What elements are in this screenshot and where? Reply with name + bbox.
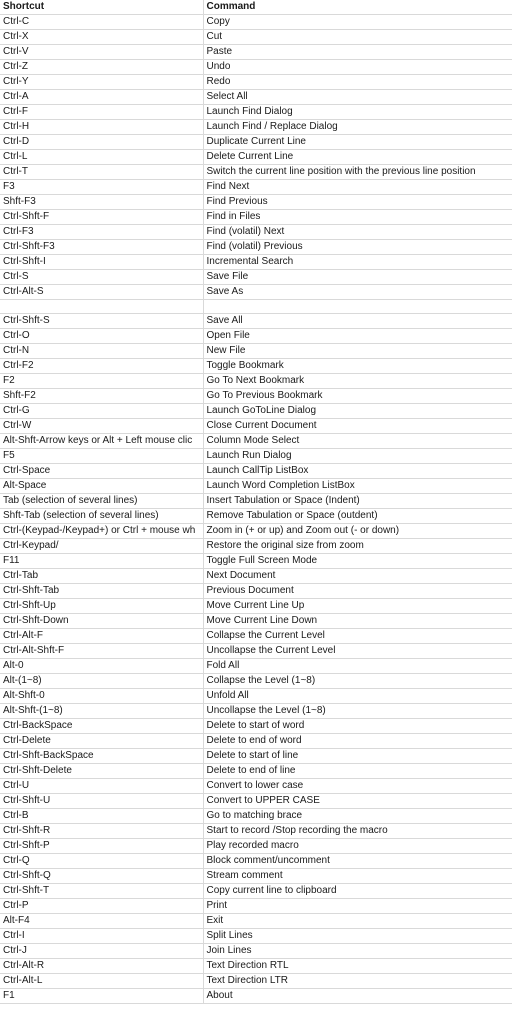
shortcut-cell: Ctrl-Shft-F (0, 210, 203, 225)
shortcut-cell: Shft-F2 (0, 389, 203, 404)
table-row (0, 509, 512, 524)
shortcut-cell: Ctrl-J (0, 944, 203, 959)
shortcut-cell: Ctrl-Space (0, 464, 203, 479)
shortcut-cell: Alt-0 (0, 659, 203, 674)
command-cell: Delete to end of line (203, 764, 512, 779)
table-row (0, 479, 512, 494)
table-row (0, 389, 512, 404)
table-body (0, 15, 512, 1004)
shortcut-cell: F1 (0, 989, 203, 1004)
command-cell: Open File (203, 329, 512, 344)
table-row (0, 944, 512, 959)
shortcut-cell: Shft-F3 (0, 195, 203, 210)
command-cell: Undo (203, 60, 512, 75)
command-cell: Go to matching brace (203, 809, 512, 824)
shortcut-cell: Ctrl-Alt-F (0, 629, 203, 644)
command-cell: Save As (203, 285, 512, 300)
table-row (0, 300, 512, 314)
table-row (0, 749, 512, 764)
table-row (0, 824, 512, 839)
command-cell: Convert to lower case (203, 779, 512, 794)
shortcut-cell: Ctrl-H (0, 120, 203, 135)
shortcut-cell: Ctrl-Shft-Tab (0, 584, 203, 599)
command-cell: Launch Find / Replace Dialog (203, 120, 512, 135)
shortcut-cell: Ctrl-I (0, 929, 203, 944)
table-row (0, 659, 512, 674)
command-cell: Launch CallTip ListBox (203, 464, 512, 479)
command-cell: Find Next (203, 180, 512, 195)
table-header-row (0, 0, 512, 15)
command-cell: Toggle Full Screen Mode (203, 554, 512, 569)
command-cell: Duplicate Current Line (203, 135, 512, 150)
table-row (0, 180, 512, 195)
header-shortcut: Shortcut (0, 0, 203, 15)
command-cell: Unfold All (203, 689, 512, 704)
command-cell: Insert Tabulation or Space (Indent) (203, 494, 512, 509)
table-row (0, 314, 512, 329)
table-row (0, 255, 512, 270)
table-row (0, 734, 512, 749)
shortcut-cell: Ctrl-W (0, 419, 203, 434)
command-cell: Join Lines (203, 944, 512, 959)
shortcut-cell: Alt-Space (0, 479, 203, 494)
shortcut-cell: Ctrl-Y (0, 75, 203, 90)
command-cell: Convert to UPPER CASE (203, 794, 512, 809)
command-cell: Delete to start of word (203, 719, 512, 734)
shortcut-cell: Tab (selection of several lines) (0, 494, 203, 509)
command-cell: Launch Run Dialog (203, 449, 512, 464)
command-cell: Start to record /Stop recording the macro (203, 824, 512, 839)
command-cell: Fold All (203, 659, 512, 674)
table-row (0, 434, 512, 449)
shortcut-cell: Alt-F4 (0, 914, 203, 929)
command-cell: Redo (203, 75, 512, 90)
shortcut-cell: Ctrl-V (0, 45, 203, 60)
shortcut-cell: Ctrl-Delete (0, 734, 203, 749)
command-cell: Remove Tabulation or Space (outdent) (203, 509, 512, 524)
shortcut-cell: Ctrl-S (0, 270, 203, 285)
table-row (0, 539, 512, 554)
command-cell: New File (203, 344, 512, 359)
command-cell: Block comment/uncomment (203, 854, 512, 869)
shortcut-cell: Ctrl-Alt-R (0, 959, 203, 974)
table-row (0, 135, 512, 150)
command-cell: Launch GoToLine Dialog (203, 404, 512, 419)
table-row (0, 809, 512, 824)
shortcut-cell: Ctrl-Shft-Up (0, 599, 203, 614)
shortcut-cell: Ctrl-Shft-U (0, 794, 203, 809)
shortcut-cell: Alt-Shft-0 (0, 689, 203, 704)
shortcut-cell: Ctrl-F3 (0, 225, 203, 240)
shortcut-cell: Ctrl-Z (0, 60, 203, 75)
command-cell: Paste (203, 45, 512, 60)
table-row (0, 150, 512, 165)
command-cell: Launch Find Dialog (203, 105, 512, 120)
table-row (0, 449, 512, 464)
shortcut-cell: Ctrl-U (0, 779, 203, 794)
command-cell: Print (203, 899, 512, 914)
shortcut-cell: Ctrl-P (0, 899, 203, 914)
shortcut-cell: Ctrl-BackSpace (0, 719, 203, 734)
table-row (0, 614, 512, 629)
shortcut-cell: Ctrl-Tab (0, 569, 203, 584)
shortcut-cell: F5 (0, 449, 203, 464)
table-row (0, 599, 512, 614)
command-cell: Delete to end of word (203, 734, 512, 749)
table-row (0, 959, 512, 974)
table-row (0, 989, 512, 1004)
shortcut-cell: Ctrl-Shft-T (0, 884, 203, 899)
shortcut-cell: Ctrl-Shft-BackSpace (0, 749, 203, 764)
command-cell: Exit (203, 914, 512, 929)
table-row (0, 75, 512, 90)
table-row (0, 359, 512, 374)
table-row (0, 90, 512, 105)
table-row (0, 404, 512, 419)
command-cell: Text Direction RTL (203, 959, 512, 974)
command-cell: Restore the original size from zoom (203, 539, 512, 554)
table-row (0, 210, 512, 225)
table-row (0, 60, 512, 75)
table-row (0, 15, 512, 30)
command-cell: Split Lines (203, 929, 512, 944)
table-row (0, 644, 512, 659)
shortcut-cell: Ctrl-Shft-R (0, 824, 203, 839)
table-row (0, 674, 512, 689)
command-cell: Uncollapse the Level (1~8) (203, 704, 512, 719)
table-row (0, 779, 512, 794)
shortcut-cell: Ctrl-(Keypad-/Keypad+) or Ctrl + mouse wh (0, 524, 203, 539)
command-cell: Find Previous (203, 195, 512, 210)
table-row (0, 494, 512, 509)
shortcut-cell: Ctrl-Alt-L (0, 974, 203, 989)
command-cell: Previous Document (203, 584, 512, 599)
shortcut-cell: Ctrl-Alt-S (0, 285, 203, 300)
shortcut-cell: Ctrl-L (0, 150, 203, 165)
command-cell: Close Current Document (203, 419, 512, 434)
command-cell: Find (volatil) Next (203, 225, 512, 240)
command-cell: Text Direction LTR (203, 974, 512, 989)
table-row (0, 854, 512, 869)
table-row (0, 704, 512, 719)
shortcut-cell: Ctrl-B (0, 809, 203, 824)
table-row (0, 764, 512, 779)
command-cell: Next Document (203, 569, 512, 584)
command-cell: Column Mode Select (203, 434, 512, 449)
command-cell: Move Current Line Down (203, 614, 512, 629)
table-row (0, 839, 512, 854)
table-row (0, 719, 512, 734)
table-row (0, 285, 512, 300)
shortcut-cell: Ctrl-Shft-I (0, 255, 203, 270)
command-cell: Delete to start of line (203, 749, 512, 764)
command-cell: Save File (203, 270, 512, 285)
shortcut-cell: Ctrl-D (0, 135, 203, 150)
shortcut-cell: Ctrl-Shft-F3 (0, 240, 203, 255)
command-cell: Go To Next Bookmark (203, 374, 512, 389)
table-row (0, 914, 512, 929)
command-cell: About (203, 989, 512, 1004)
command-cell: Save All (203, 314, 512, 329)
table-row (0, 899, 512, 914)
shortcut-cell: Ctrl-Q (0, 854, 203, 869)
table-row (0, 344, 512, 359)
shortcut-cell: Alt-(1~8) (0, 674, 203, 689)
shortcut-cell: F2 (0, 374, 203, 389)
table-row (0, 929, 512, 944)
command-cell: Move Current Line Up (203, 599, 512, 614)
command-cell: Cut (203, 30, 512, 45)
shortcut-cell: Ctrl-F (0, 105, 203, 120)
shortcut-cell: Ctrl-Alt-Shft-F (0, 644, 203, 659)
command-cell: Copy current line to clipboard (203, 884, 512, 899)
command-cell: Copy (203, 15, 512, 30)
shortcut-cell: Ctrl-X (0, 30, 203, 45)
table-row (0, 524, 512, 539)
shortcut-cell: Ctrl-Shft-Q (0, 869, 203, 884)
command-cell: Find in Files (203, 210, 512, 225)
table-row (0, 689, 512, 704)
shortcut-cell: Ctrl-N (0, 344, 203, 359)
shortcut-cell: Ctrl-A (0, 90, 203, 105)
table-row (0, 240, 512, 255)
command-cell: Incremental Search (203, 255, 512, 270)
shortcut-cell: Shft-Tab (selection of several lines) (0, 509, 203, 524)
table-row (0, 794, 512, 809)
shortcut-cell: Ctrl-O (0, 329, 203, 344)
command-cell: Go To Previous Bookmark (203, 389, 512, 404)
shortcut-cell: Ctrl-Shft-Delete (0, 764, 203, 779)
shortcut-cell: Ctrl-Shft-Down (0, 614, 203, 629)
command-cell: Switch the current line position with the previous line position (203, 165, 512, 180)
table-row (0, 554, 512, 569)
command-cell: Delete Current Line (203, 150, 512, 165)
table-row (0, 629, 512, 644)
table-row (0, 584, 512, 599)
command-cell: Collapse the Level (1~8) (203, 674, 512, 689)
table-row (0, 120, 512, 135)
command-cell: Toggle Bookmark (203, 359, 512, 374)
command-cell: Zoom in (+ or up) and Zoom out (- or down) (203, 524, 512, 539)
shortcut-cell: Ctrl-C (0, 15, 203, 30)
command-cell (203, 300, 512, 314)
table-row (0, 105, 512, 120)
table-row (0, 195, 512, 210)
table-row (0, 869, 512, 884)
table-row (0, 30, 512, 45)
table-row (0, 329, 512, 344)
shortcut-cell: Ctrl-Shft-P (0, 839, 203, 854)
header-command: Command (203, 0, 512, 15)
shortcut-cell: Ctrl-G (0, 404, 203, 419)
table-row (0, 464, 512, 479)
shortcut-cell: Alt-Shft-(1~8) (0, 704, 203, 719)
shortcut-cell: Ctrl-F2 (0, 359, 203, 374)
shortcut-cell: Ctrl-Shft-S (0, 314, 203, 329)
command-cell: Play recorded macro (203, 839, 512, 854)
shortcut-cell: Alt-Shft-Arrow keys or Alt + Left mouse clic (0, 434, 203, 449)
command-cell: Uncollapse the Current Level (203, 644, 512, 659)
table-row (0, 225, 512, 240)
table-row (0, 165, 512, 180)
shortcut-cell (0, 300, 203, 314)
shortcut-cell: Ctrl-Keypad/ (0, 539, 203, 554)
table-row (0, 270, 512, 285)
table-row (0, 45, 512, 60)
table-row (0, 569, 512, 584)
command-cell: Launch Word Completion ListBox (203, 479, 512, 494)
shortcut-cell: F3 (0, 180, 203, 195)
command-cell: Select All (203, 90, 512, 105)
table-row (0, 374, 512, 389)
table-row (0, 974, 512, 989)
command-cell: Find (volatil) Previous (203, 240, 512, 255)
shortcut-cell: Ctrl-T (0, 165, 203, 180)
shortcut-cell: F11 (0, 554, 203, 569)
command-cell: Collapse the Current Level (203, 629, 512, 644)
table-row (0, 884, 512, 899)
table-row (0, 419, 512, 434)
command-cell: Stream comment (203, 869, 512, 884)
